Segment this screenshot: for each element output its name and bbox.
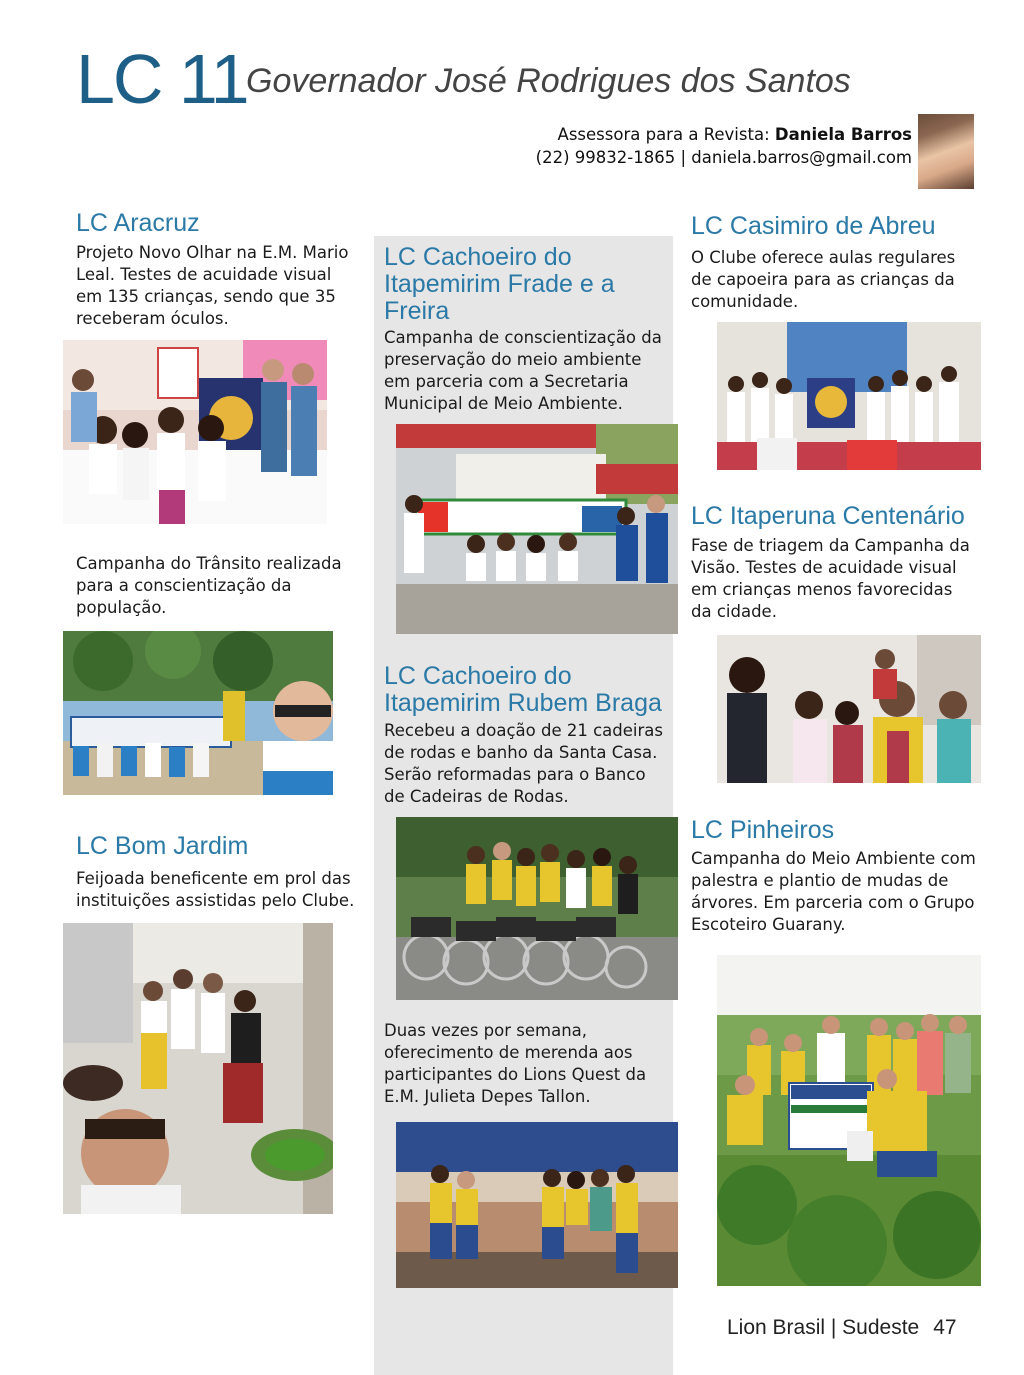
club-text-bom-jardim: Feijoada beneficente em prol das instituições assistidas pelo Clube.	[76, 869, 355, 910]
contact-person: Daniela Barros	[774, 125, 912, 144]
club-title-bom-jardim: LC Bom Jardim	[76, 832, 249, 860]
contact-role: Assessora para a Revista:	[557, 125, 770, 144]
page-number: 47	[933, 1316, 957, 1339]
photo-casimiro-capoeira-class	[717, 322, 981, 470]
club-title-itaperuna-centenario: LC Itaperuna Centenário	[691, 502, 965, 530]
club-title-pinheiros: LC Pinheiros	[691, 816, 835, 844]
contact-phone-email: (22) 99832-1865 | daniela.barros@gmail.com	[535, 148, 912, 167]
club-text-cachoeiro-rubem: Recebeu a doação de 21 cadeiras de rodas e banho da Santa Casa. Serão reformadas para o Banco de Cadeiras de Rodas.	[384, 721, 663, 806]
photo-aracruz-traffic-campaign	[63, 631, 333, 795]
magazine-section: Lion Brasil | Sudeste	[727, 1316, 920, 1339]
club-text-cachoeiro-rubem-merenda: Duas vezes por semana, oferecimento de merenda aos participantes do Lions Quest da E.M. Julieta Depes Tallon.	[384, 1021, 647, 1106]
district-name: Governador José Rodrigues dos Santos	[246, 62, 851, 100]
club-text-aracruz-transito: Campanha do Trânsito realizada para a conscientização da população.	[76, 554, 342, 617]
photo-cachoeiro-rubem-lions-quest	[396, 1122, 678, 1288]
photo-itaperuna-vision-screening	[717, 635, 981, 783]
photo-bom-jardim-feijoada	[63, 923, 333, 1214]
photo-pinheiros-tree-planting	[717, 955, 981, 1286]
club-title-aracruz: LC Aracruz	[76, 209, 200, 237]
photo-cachoeiro-frade-meio-ambiente	[396, 424, 678, 634]
club-text-aracruz: Projeto Novo Olhar na E.M. Mario Leal. Testes de acuidade visual em 135 crianças, sendo que 35 receberam óculos.	[76, 243, 349, 328]
photo-cachoeiro-rubem-wheelchairs	[396, 817, 678, 1000]
photo-aracruz-eye-test	[63, 340, 327, 524]
club-text-cachoeiro-frade: Campanha de conscientização da preservação do meio ambiente em parceria com a Secretaria Municipal de Meio Ambiente.	[384, 328, 662, 413]
club-text-itaperuna-centenario: Fase de triagem da Campanha da Visão. Testes de acuidade visual em crianças menos favorecidas da cidade.	[691, 536, 970, 621]
page-footer	[727, 1316, 957, 1340]
club-title-casimiro-de-abreu: LC Casimiro de Abreu	[691, 212, 936, 240]
contact-line-1	[536, 123, 912, 146]
contact-block	[536, 123, 912, 169]
club-title-cachoeiro-rubem: LC Cachoeiro do Itapemirim Rubem Braga	[384, 662, 662, 717]
lc-number: LC 11	[76, 40, 248, 118]
club-title-cachoeiro-frade: LC Cachoeiro do Itapemirim Frade e a Freira	[384, 243, 615, 325]
club-text-casimiro-de-abreu: O Clube oferece aulas regulares de capoeira para as crianças da comunidade.	[691, 248, 956, 311]
club-text-pinheiros: Campanha do Meio Ambiente com palestra e plantio de mudas de árvores. Em parceria com o Grupo Escoteiro Guarany.	[691, 849, 976, 934]
contact-portrait-photo	[918, 114, 974, 189]
